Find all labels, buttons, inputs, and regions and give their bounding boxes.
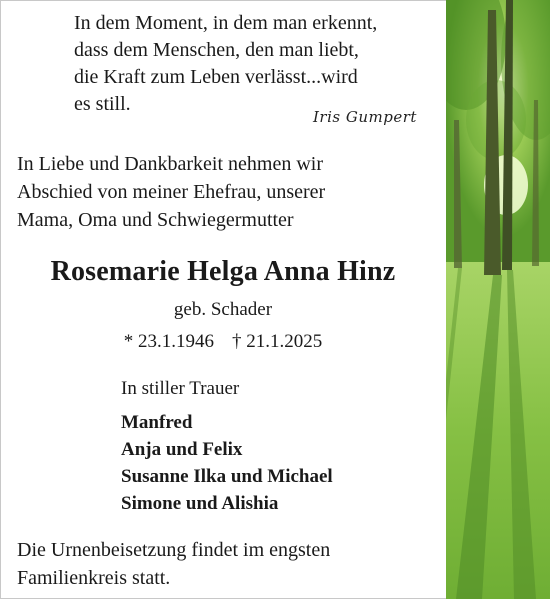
mourner-name: Susanne Ilka und Michael [121,466,333,487]
mourning-heading: In stiller Trauer [121,378,240,399]
mourner-name: Simone und Alishia [121,493,279,514]
poem-author: Iris Gumpert [313,108,417,126]
park-trees-photo [446,0,550,599]
deceased-name: Rosemarie Helga Anna Hinz [50,256,396,287]
poem-line: dass dem Menschen, den man liebt, [74,39,359,61]
poem-line: die Kraft zum Leben verlässt...wird [74,66,358,88]
mourners-list [121,409,333,517]
intro-line: In Liebe und Dankbarkeit nehmen wir [17,153,324,175]
mourner-name: Anja und Felix [121,439,243,460]
burial-notice-line: Die Urnenbeisetzung findet im engsten [17,539,331,561]
mourner-name: Manfred [121,412,193,433]
poem-line: es still. [74,93,131,115]
life-dates [0,331,446,353]
birth-name: geb. Schader [173,299,273,320]
burial-notice-line: Familienkreis statt. [17,567,171,589]
poem-line: In dem Moment, in dem man erkennt, [74,12,378,34]
birth-date: * 23.1.1946 [123,331,214,352]
poem [74,10,377,118]
intro-text [17,150,325,234]
intro-line: Abschied von meiner Ehefrau, unserer [17,181,326,203]
death-date: † 21.1.2025 [232,331,323,352]
intro-line: Mama, Oma und Schwiegermutter [17,209,294,231]
burial-notice [17,536,330,592]
